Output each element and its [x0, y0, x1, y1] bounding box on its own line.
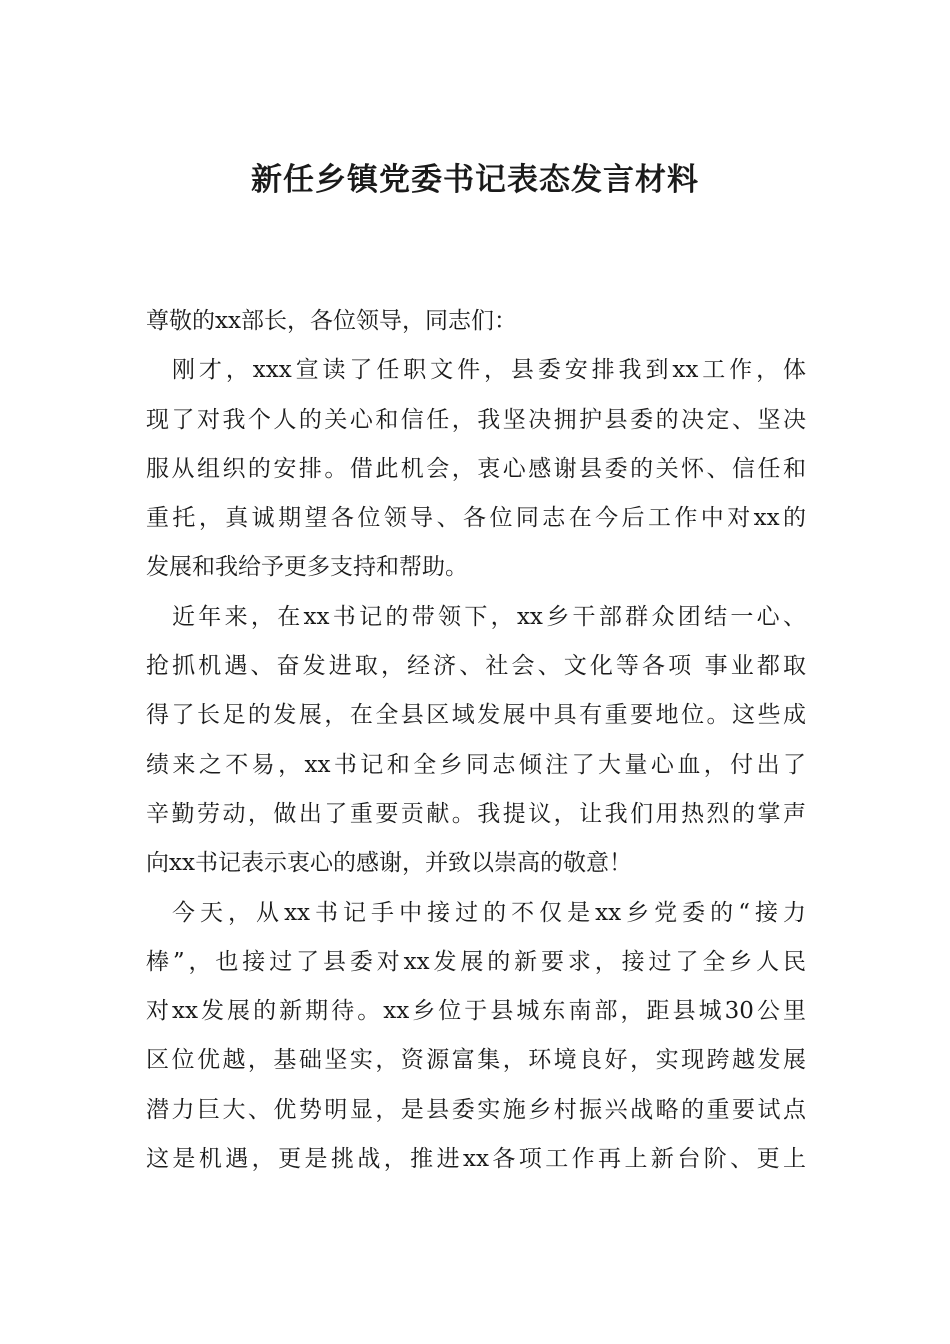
body-line: 尊敬的xx部长，各位领导，同志们： — [146, 308, 517, 334]
body-line: 发展和我给予更多支持和帮助。 — [146, 554, 468, 581]
body-line: 得了长足的发展，在全县区域发展中具有重要地位。这些成 — [146, 702, 806, 729]
document-title: 新任乡镇党委书记表态发言材料 — [251, 162, 699, 198]
body-line: 潜力巨大、优势明显，是县委实施乡村振兴战略的重要试点 — [146, 1096, 806, 1123]
body-line: 向xx书记表示衷心的感谢，并致以崇高的敬意！ — [146, 850, 632, 877]
body-line: 棒”，也接过了县委对xx发展的新要求，接过了全乡人民 — [146, 948, 806, 975]
body-line: 抢抓机遇、奋发进取，经济、社会、文化等各项 事业都取 — [146, 653, 806, 680]
body-line: 区位优越，基础坚实，资源富集，环境良好，实现跨越发展 — [146, 1047, 806, 1074]
body-line: 服从组织的安排。借此机会，衷心感谢县委的关怀、信任和 — [146, 455, 806, 482]
body-line: 重托，真诚期望各位领导、各位同志在今后工作中对xx的 — [146, 505, 806, 532]
body-line: 对xx发展的新期待。xx乡位于县城东南部，距县城30公里 — [146, 998, 806, 1025]
body-line: 这是机遇，更是挑战，推进xx各项工作再上新台阶、更上 — [146, 1146, 806, 1173]
body-line: 绩来之不易，xx书记和全乡同志倾注了大量心血，付出了 — [146, 751, 806, 778]
body-line: 今天，从xx书记手中接过的不仅是xx乡党委的“接力 — [172, 899, 806, 926]
body-line: 刚才，xxx宣读了任职文件，县委安排我到xx工作，体 — [172, 357, 806, 384]
body-line: 现了对我个人的关心和信任，我坚决拥护县委的决定、坚决 — [146, 406, 806, 433]
body-line: 近年来，在xx书记的带领下，xx乡干部群众团结一心、 — [172, 603, 806, 630]
body-line: 辛勤劳动，做出了重要贡献。我提议，让我们用热烈的掌声 — [146, 800, 806, 827]
document-body — [146, 297, 806, 1184]
